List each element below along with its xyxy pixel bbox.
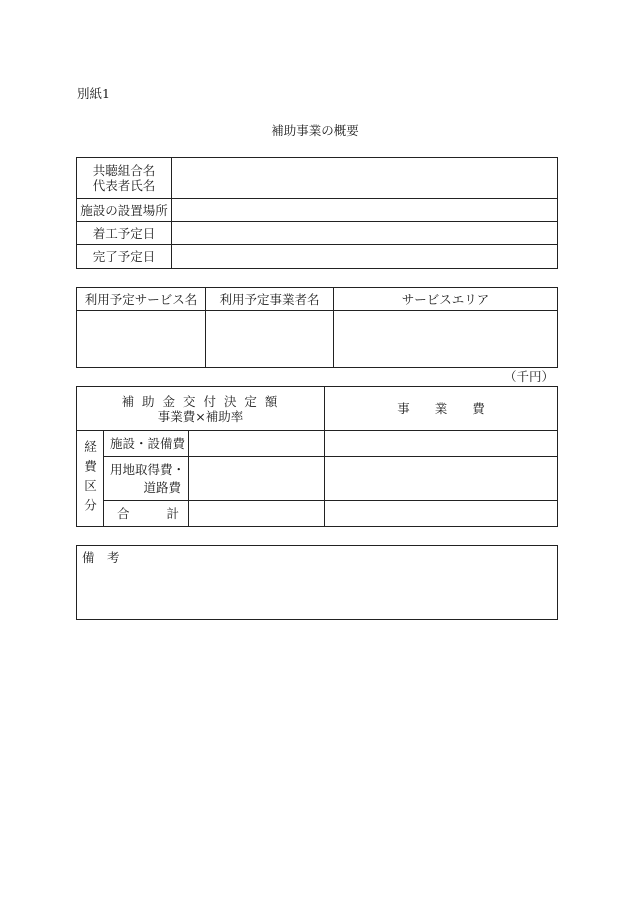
- service-name-header: 利用予定サービス名: [84, 291, 198, 307]
- project-cost-header: 事 業 費: [397, 401, 485, 416]
- land-road-label-cell: [104, 457, 188, 500]
- start-date-label: 着工予定日: [92, 225, 156, 241]
- location-value-cell: [172, 199, 557, 221]
- expense-category-label-cell: [77, 431, 103, 526]
- total-label: 合 計: [117, 506, 184, 521]
- facility-equipment-subsidy-cell: [189, 431, 324, 456]
- land-road-subsidy-cell: [189, 457, 324, 500]
- unit-label: （千円）: [503, 369, 554, 384]
- union-representative-label-cell: [77, 158, 171, 198]
- attachment-label: 別紙1: [77, 86, 110, 101]
- service-name-value-cell: [77, 311, 205, 367]
- service-area-value-cell: [334, 311, 557, 367]
- location-label: 施設の設置場所: [80, 202, 168, 218]
- total-subsidy-cell: [189, 501, 324, 526]
- remarks-label: 備 考: [82, 550, 120, 565]
- representative-name-label: 代表者氏名: [92, 178, 156, 193]
- service-area-header: サービスエリア: [401, 291, 490, 307]
- road-cost-label: 道路費: [143, 480, 181, 495]
- facility-equipment-cost-cell: [325, 431, 557, 456]
- expense-category-label: 経費区分: [82, 439, 98, 518]
- union-name-label: 共聴組合名: [92, 163, 156, 178]
- facility-equipment-label: 施設・設備費: [110, 436, 186, 451]
- land-acquisition-label: 用地取得費・: [110, 462, 186, 477]
- total-cost-cell: [325, 501, 557, 526]
- subsidy-amount-header-title: 補 助 金 交 付 決 定 額: [121, 393, 280, 409]
- land-road-cost-cell: [325, 457, 557, 500]
- completion-date-value-cell: [172, 245, 557, 268]
- subsidy-amount-header: [77, 387, 324, 430]
- provider-name-value-cell: [206, 311, 333, 367]
- union-representative-value-cell: [172, 158, 557, 198]
- subsidy-amount-header-formula: 事業費×補助率: [157, 408, 244, 424]
- provider-name-header: 利用予定事業者名: [219, 291, 320, 307]
- completion-date-label: 完了予定日: [92, 249, 156, 264]
- page-title: 補助事業の概要: [271, 123, 359, 138]
- start-date-value-cell: [172, 222, 557, 244]
